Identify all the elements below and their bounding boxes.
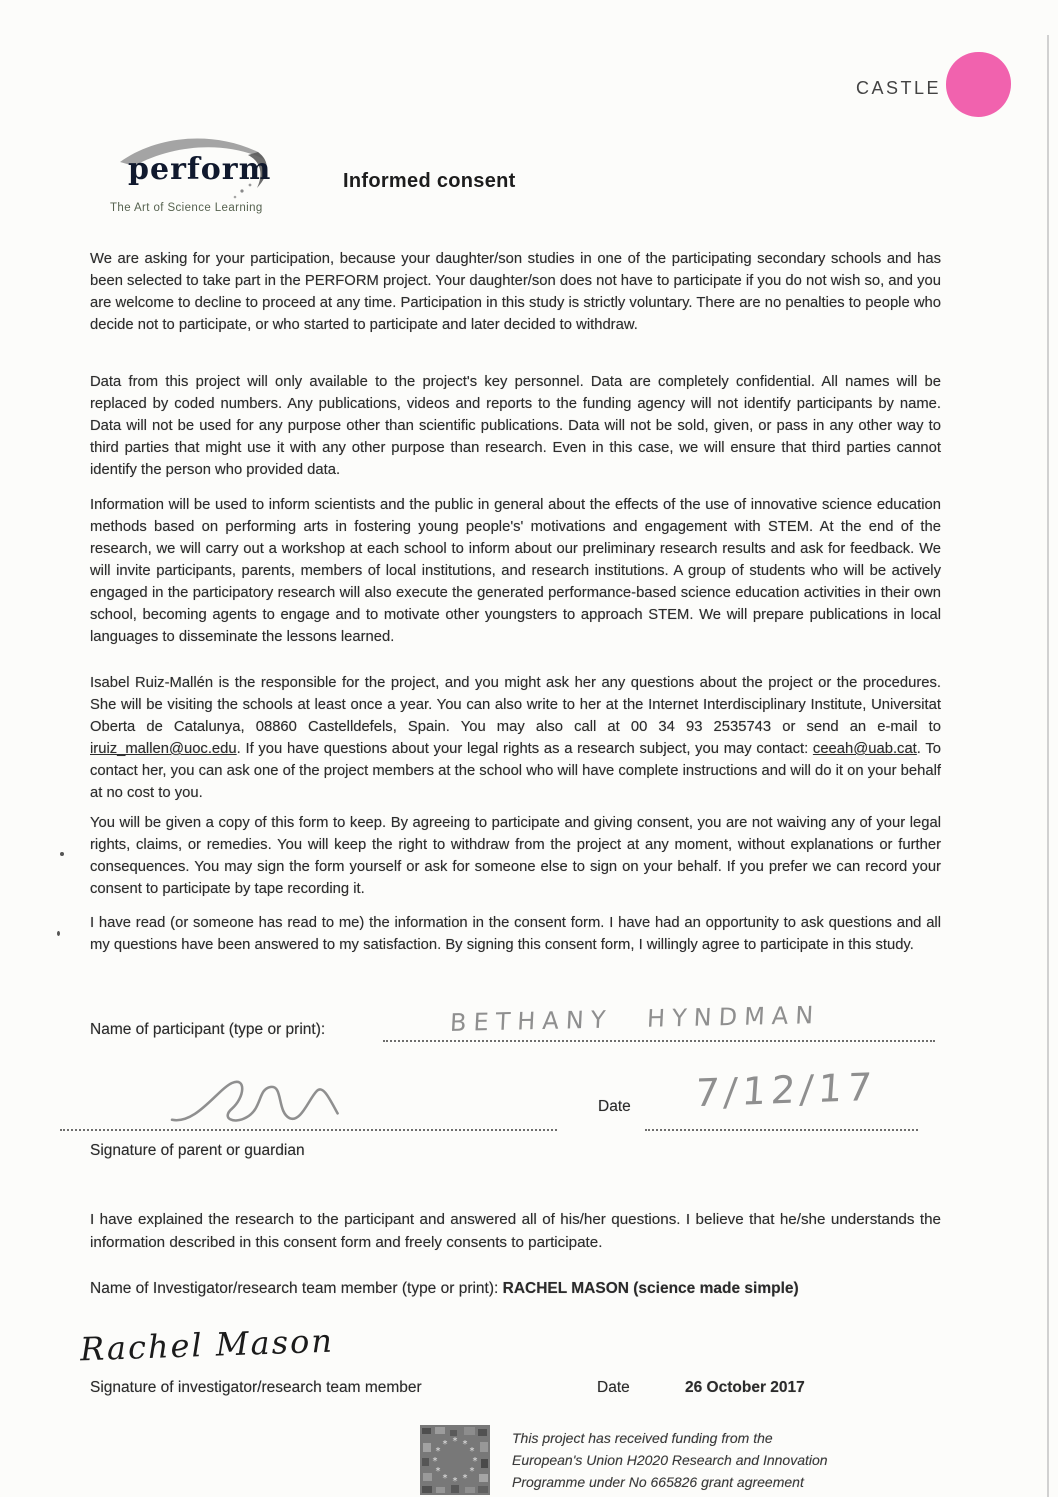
consent-paragraph-3: Information will be used to inform scientists and the public in general about the effects of the use of innovative science education methods based on performing arts in fostering young people's' motivations and engagement with STEM. At the end of the research, we will carry out a workshop at each school to inform about our preliminary research results and ask for feedback. We will invite participants, parents, members of local institutions, and research institutions. A group of students who will be actively engaged in the participatory research will also execute the generated performance-based science education activities in their own school, becoming agents to engage and to motivate other youngsters to approach STEM. We will prepare publications in local languages to disseminate the lessons learned. <box>90 497 941 645</box>
svg-text:*: * <box>462 1473 468 1484</box>
participant-name-label: Name of participant (type or print): <box>90 1021 326 1038</box>
email-link-iruiz: iruiz_mallen@uoc.edu <box>90 741 237 757</box>
funding-text <box>512 1427 842 1493</box>
funding-line-1: This project has received funding from the <box>512 1430 773 1446</box>
logo-text: perform <box>128 152 272 187</box>
investigator-date-label: Date <box>597 1379 630 1396</box>
investigator-name-value: RACHEL MASON (science made simple) <box>502 1280 799 1297</box>
pink-dot-sticker <box>946 52 1011 117</box>
paragraph-text: Isabel Ruiz-Mallén is the responsible for the project, and you might ask her any questions about the project or the procedures. She will be visiting the schools at least once a year. You can also write to her at the Internet Interdisciplinary Institute, Universitat Oberta de Catalunya, 08860 Castelldefels, Spain. You may also call at 00 34 93 2535743 or send an e-mail to <box>90 675 941 735</box>
participant-date-label: Date <box>598 1098 631 1115</box>
consent-paragraph-5: You will be given a copy of this form to keep. By agreeing to participate and giving consent, you are not waiving any of your legal rights, claims, or remedies. You will keep the right to withdraw from the project at any moment, without explanations or further consequences. You may sign the form yourself or ask for someone else to sign on your behalf. If you prefer we can record your consent to participate by tape recording it. <box>90 815 941 897</box>
svg-text:*: * <box>452 1476 458 1487</box>
eu-flag-image <box>420 1425 490 1495</box>
logo-tagline: The Art of Science Learning <box>110 202 263 214</box>
scan-speck <box>60 852 64 856</box>
consent-paragraph-4 <box>90 672 941 804</box>
svg-text:*: * <box>435 1446 441 1457</box>
page-title: Informed consent <box>343 170 516 192</box>
investigator-name-row <box>90 1280 941 1298</box>
consent-paragraph-1: We are asking for your participation, because your daughter/son studies in one of the participating secondary schools and has been selected to take part in the PERFORM project. Your daughter/son does not have to participate if you do not wish so, and you are welcome to decline to proceed at any time. Participation in this study is strictly voluntary. There are no penalties to people who decide not to participate, or who started to participate and later decided to withdraw. <box>90 251 941 333</box>
parent-signature-caption: Signature of parent or guardian <box>90 1142 305 1159</box>
paragraph-text: . If you have questions about your legal rights as a research subject, you may contact: <box>236 741 813 757</box>
participant-date-value: 7/12/17 <box>693 1064 878 1116</box>
parent-signature-line <box>60 1107 557 1131</box>
investigator-signature-caption: Signature of investigator/research team member <box>90 1379 422 1396</box>
svg-text:*: * <box>469 1446 475 1457</box>
consent-paragraph-6: I have read (or someone has read to me) the information in the consent form. I have had an opportunity to ask questions and all my questions have been answered to my satisfaction. By signing this consent form, I willingly agree to participate in this study. <box>90 915 941 953</box>
consent-paragraph-2: Data from this project will only available to the project's key personnel. Data are completely confidential. All names will be replaced by coded numbers. Any publications, videos and reports to the funding agency will not identify participants by name. Data will not be used for any purpose other than scientific publications. Data will not be sold, given, or pass in any other way to third parties that might use it with any other purpose than research. Even in this case, we will ensure that third parties cannot identify the person who provided data. <box>90 374 941 478</box>
paragraph-text: . To contact her, you can ask one of the project members at the school who will have complete instructions and will do it on your behalf at no cost to you. <box>90 741 941 801</box>
svg-text:*: * <box>472 1456 478 1467</box>
svg-text:*: * <box>452 1436 458 1447</box>
svg-text:*: * <box>435 1466 441 1477</box>
email-link-ceeah: ceeah@uab.cat <box>812 741 917 757</box>
svg-text:*: * <box>469 1466 475 1477</box>
castle-label: CASTLE <box>856 78 942 98</box>
svg-text:*: * <box>442 1473 448 1484</box>
perform-logo <box>106 130 366 220</box>
investigator-statement: I have explained the research to the participant and answered all of his/her questions. I believe that he/she understands the information described in this consent form and freely consents to participate. <box>90 1211 941 1251</box>
scan-speck <box>57 931 60 936</box>
investigator-name-label: Name of Investigator/research team member (type or print): <box>90 1280 503 1297</box>
funding-line-2: European's Union H2020 Research and Innovation <box>512 1452 828 1468</box>
investigator-date-value: 26 October 2017 <box>685 1379 805 1396</box>
svg-text:*: * <box>462 1439 468 1450</box>
participant-name-value: BETHANY HYNDMAN <box>449 1001 821 1037</box>
investigator-signature: Rachel Mason <box>79 1321 335 1369</box>
svg-text:*: * <box>442 1439 448 1450</box>
svg-text:*: * <box>432 1456 438 1467</box>
funding-line-3: Programme under No 665826 grant agreement <box>512 1474 804 1490</box>
scan-edge-line <box>1047 35 1049 1497</box>
